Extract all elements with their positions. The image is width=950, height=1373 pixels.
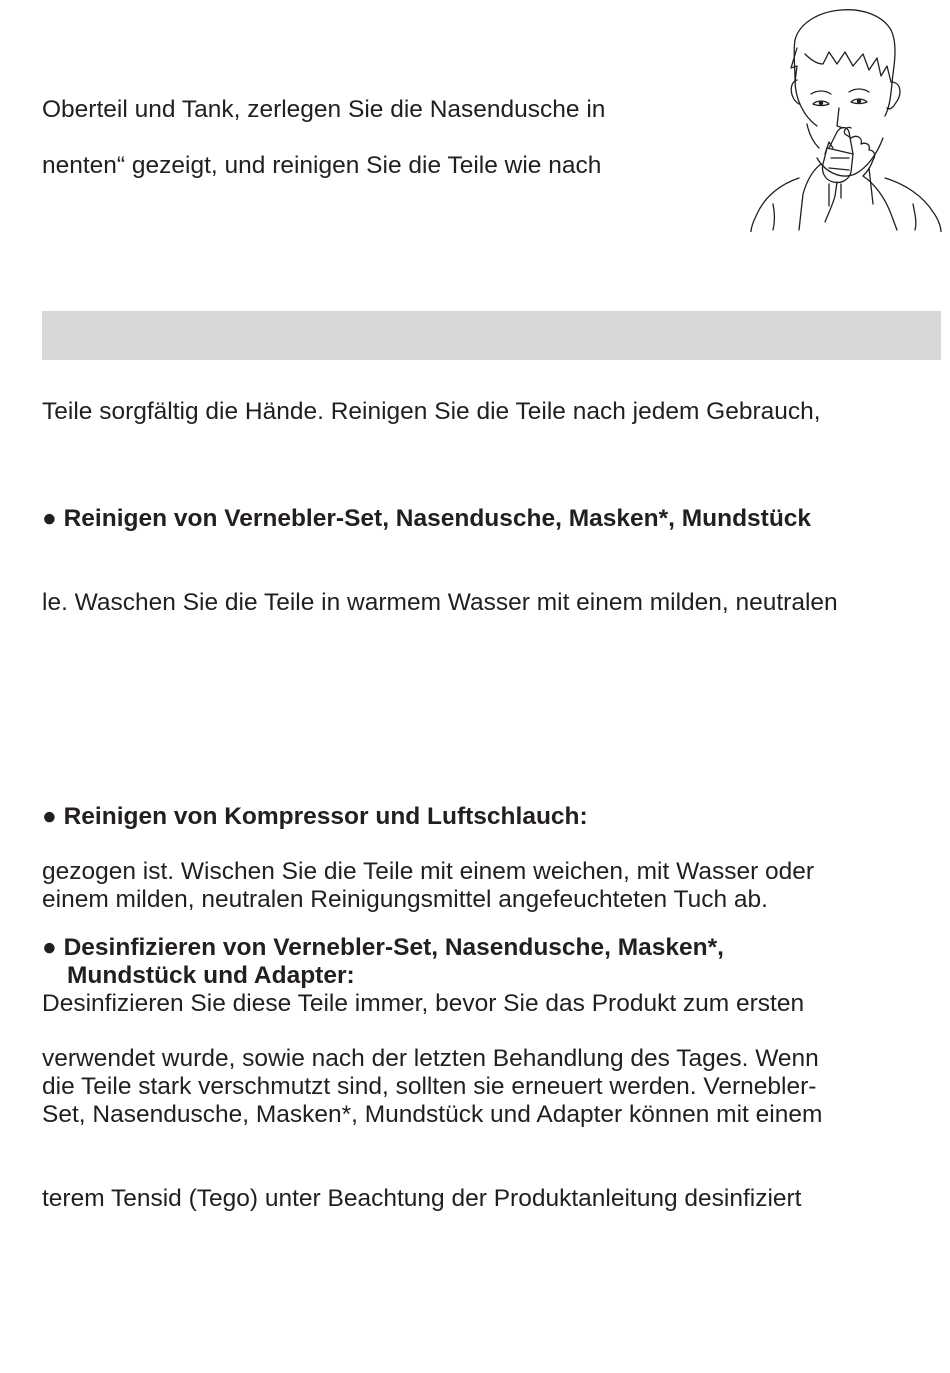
subsection-heading: ● Reinigen von Kompressor und Luftschlauch: xyxy=(42,803,588,830)
text-line: gezogen ist. Wischen Sie die Teile mit einem weichen, mit Wasser oder xyxy=(42,858,815,885)
text-line: einem milden, neutralen Reinigungsmittel angefeuchteten Tuch ab. xyxy=(42,886,768,913)
text-line: Desinfizieren Sie diese Teile immer, bevor Sie das Produkt zum ersten xyxy=(42,990,805,1017)
text-line: Oberteil und Tank, zerlegen Sie die Nasendusche in xyxy=(42,96,606,123)
text-line: die Teile stark verschmutzt sind, sollten sie erneuert werden. Vernebler- xyxy=(42,1073,817,1100)
text-line: Set, Nasendusche, Masken*, Mundstück und Adapter können mit einem xyxy=(42,1101,823,1128)
subsection-heading: ● Desinfizieren von Vernebler-Set, Nasendusche, Masken*, xyxy=(42,934,724,961)
text-line: Teile sorgfältig die Hände. Reinigen Sie die Teile nach jedem Gebrauch, xyxy=(42,398,821,425)
text-line: terem Tensid (Tego) unter Beachtung der Produktanleitung desinfiziert xyxy=(42,1185,802,1212)
text-line: nenten“ gezeigt, und reinigen Sie die Teile wie nach xyxy=(42,152,602,179)
text-line: le. Waschen Sie die Teile in warmem Wasser mit einem milden, neutralen xyxy=(42,589,838,616)
section-header-bar xyxy=(42,311,941,360)
subsection-heading-continued: Mundstück und Adapter: xyxy=(67,962,355,989)
subsection-heading: ● Reinigen von Vernebler-Set, Nasendusche, Masken*, Mundstück xyxy=(42,505,812,532)
text-line: verwendet wurde, sowie nach der letzten Behandlung des Tages. Wenn xyxy=(42,1045,819,1072)
child-using-nasal-douche-illustration xyxy=(745,8,945,232)
